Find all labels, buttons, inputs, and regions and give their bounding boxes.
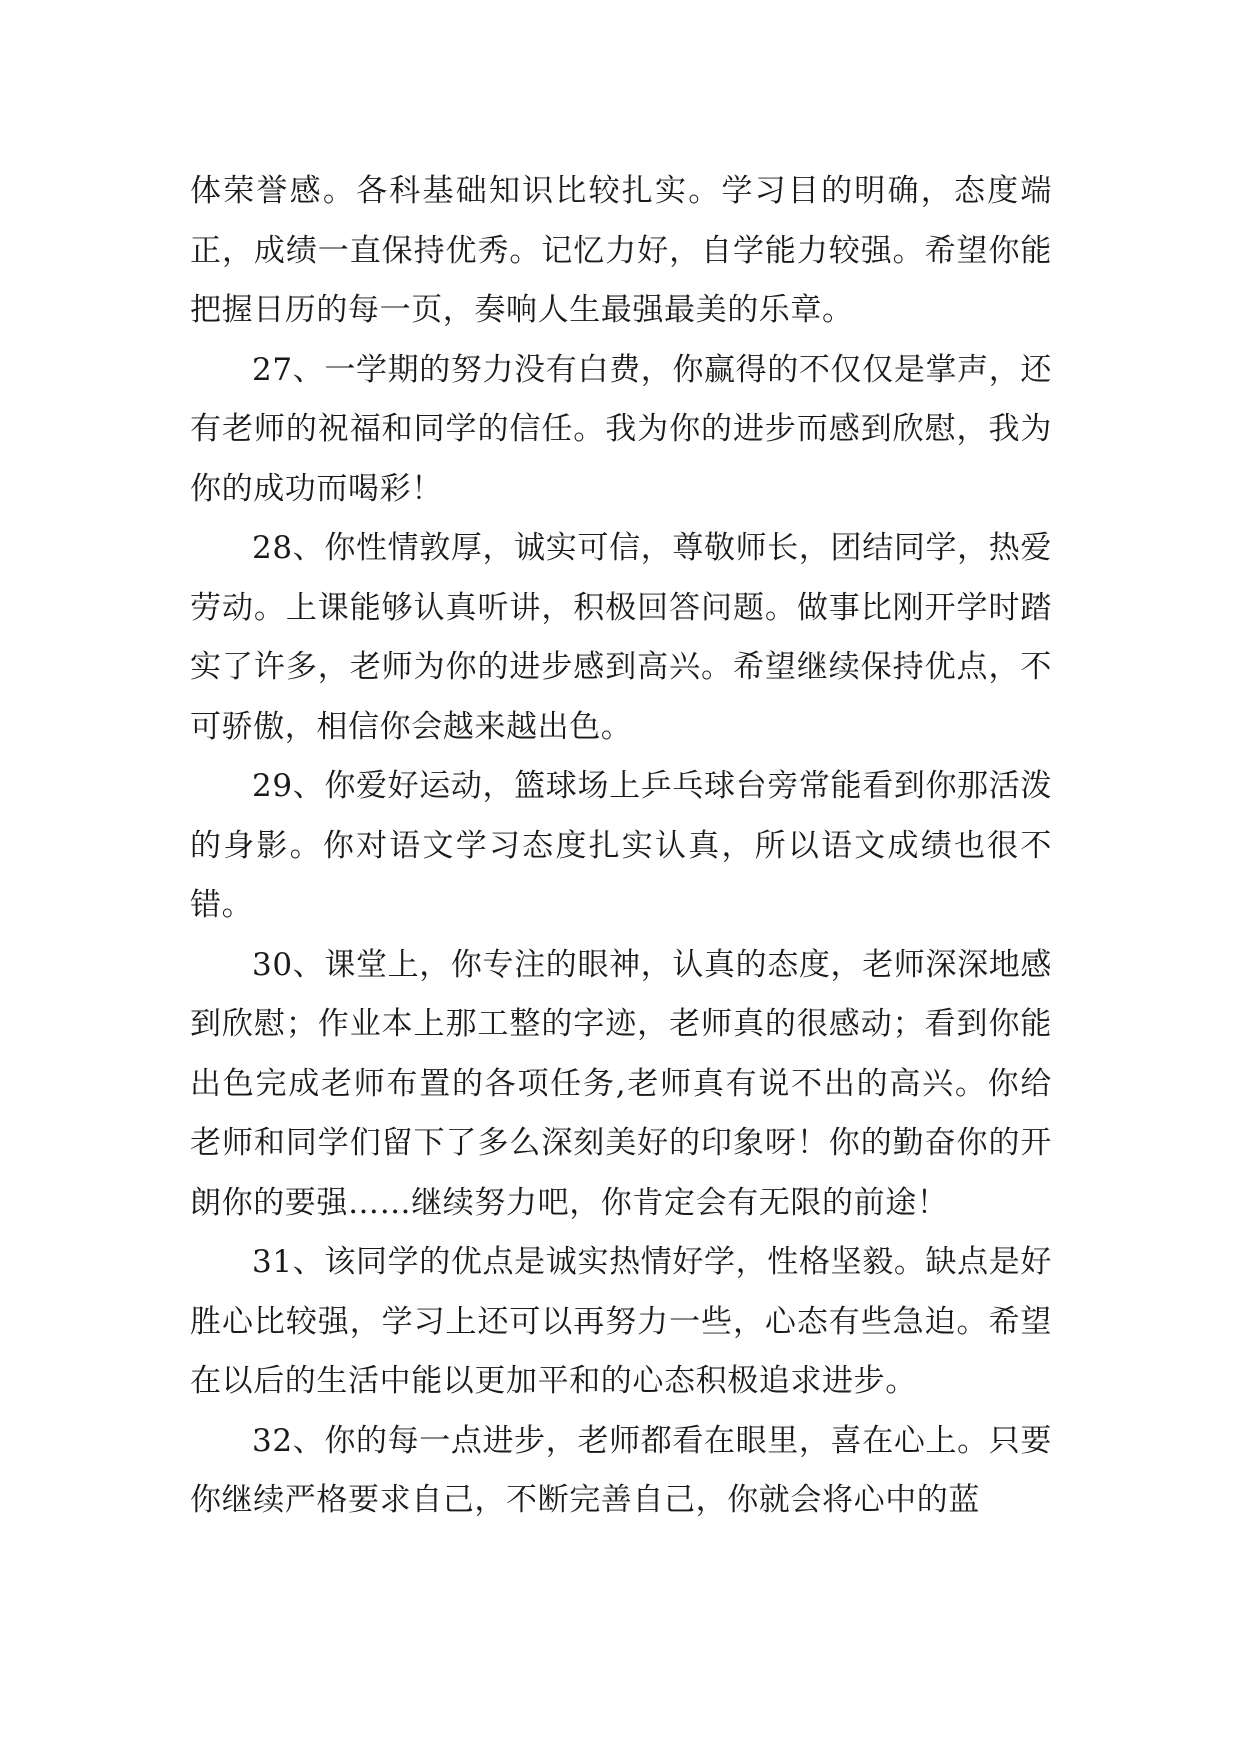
paragraph-continued: 体荣誉感。各科基础知识比较扎实。学习目的明确，态度端正，成绩一直保持优秀。记忆力好，自学能力较强。希望你能把握日历的每一页，奏响人生最强最美的乐章。 bbox=[190, 173, 1052, 328]
paragraph-28: 28、你性情敦厚，诚实可信，尊敬师长，团结同学，热爱劳动。上课能够认真听讲，积极回答问题。做事比刚开学时踏实了许多，老师为你的进步感到高兴。希望继续保持优点，不可骄傲，相信你会越来越出色。 bbox=[190, 530, 1052, 745]
paragraph-32: 32、你的每一点进步，老师都看在眼里，喜在心上。只要你继续严格要求自己，不断完善自己，你就会将心中的蓝 bbox=[190, 1422, 1052, 1518]
paragraph-30: 30、课堂上，你专注的眼神，认真的态度，老师深深地感到欣慰；作业本上那工整的字迹，老师真的很感动；看到你能出色完成老师布置的各项任务,老师真有说不出的高兴。你给老师和同学们留下了多么深刻美好的印象呀！你的勤奋你的开朗你的要强……继续努力吧，你肯定会有无限的前途！ bbox=[190, 946, 1052, 1221]
document-body bbox=[190, 162, 1052, 1531]
paragraph-29: 29、你爱好运动，篮球场上乒乓球台旁常能看到你那活泼的身影。你对语文学习态度扎实认真，所以语文成绩也很不错。 bbox=[190, 768, 1052, 923]
paragraph-31: 31、该同学的优点是诚实热情好学，性格坚毅。缺点是好胜心比较强，学习上还可以再努力一些，心态有些急迫。希望在以后的生活中能以更加平和的心态积极追求进步。 bbox=[190, 1244, 1052, 1399]
paragraph-27: 27、一学期的努力没有白费，你赢得的不仅仅是掌声，还有老师的祝福和同学的信任。我为你的进步而感到欣慰，我为你的成功而喝彩！ bbox=[190, 351, 1052, 507]
